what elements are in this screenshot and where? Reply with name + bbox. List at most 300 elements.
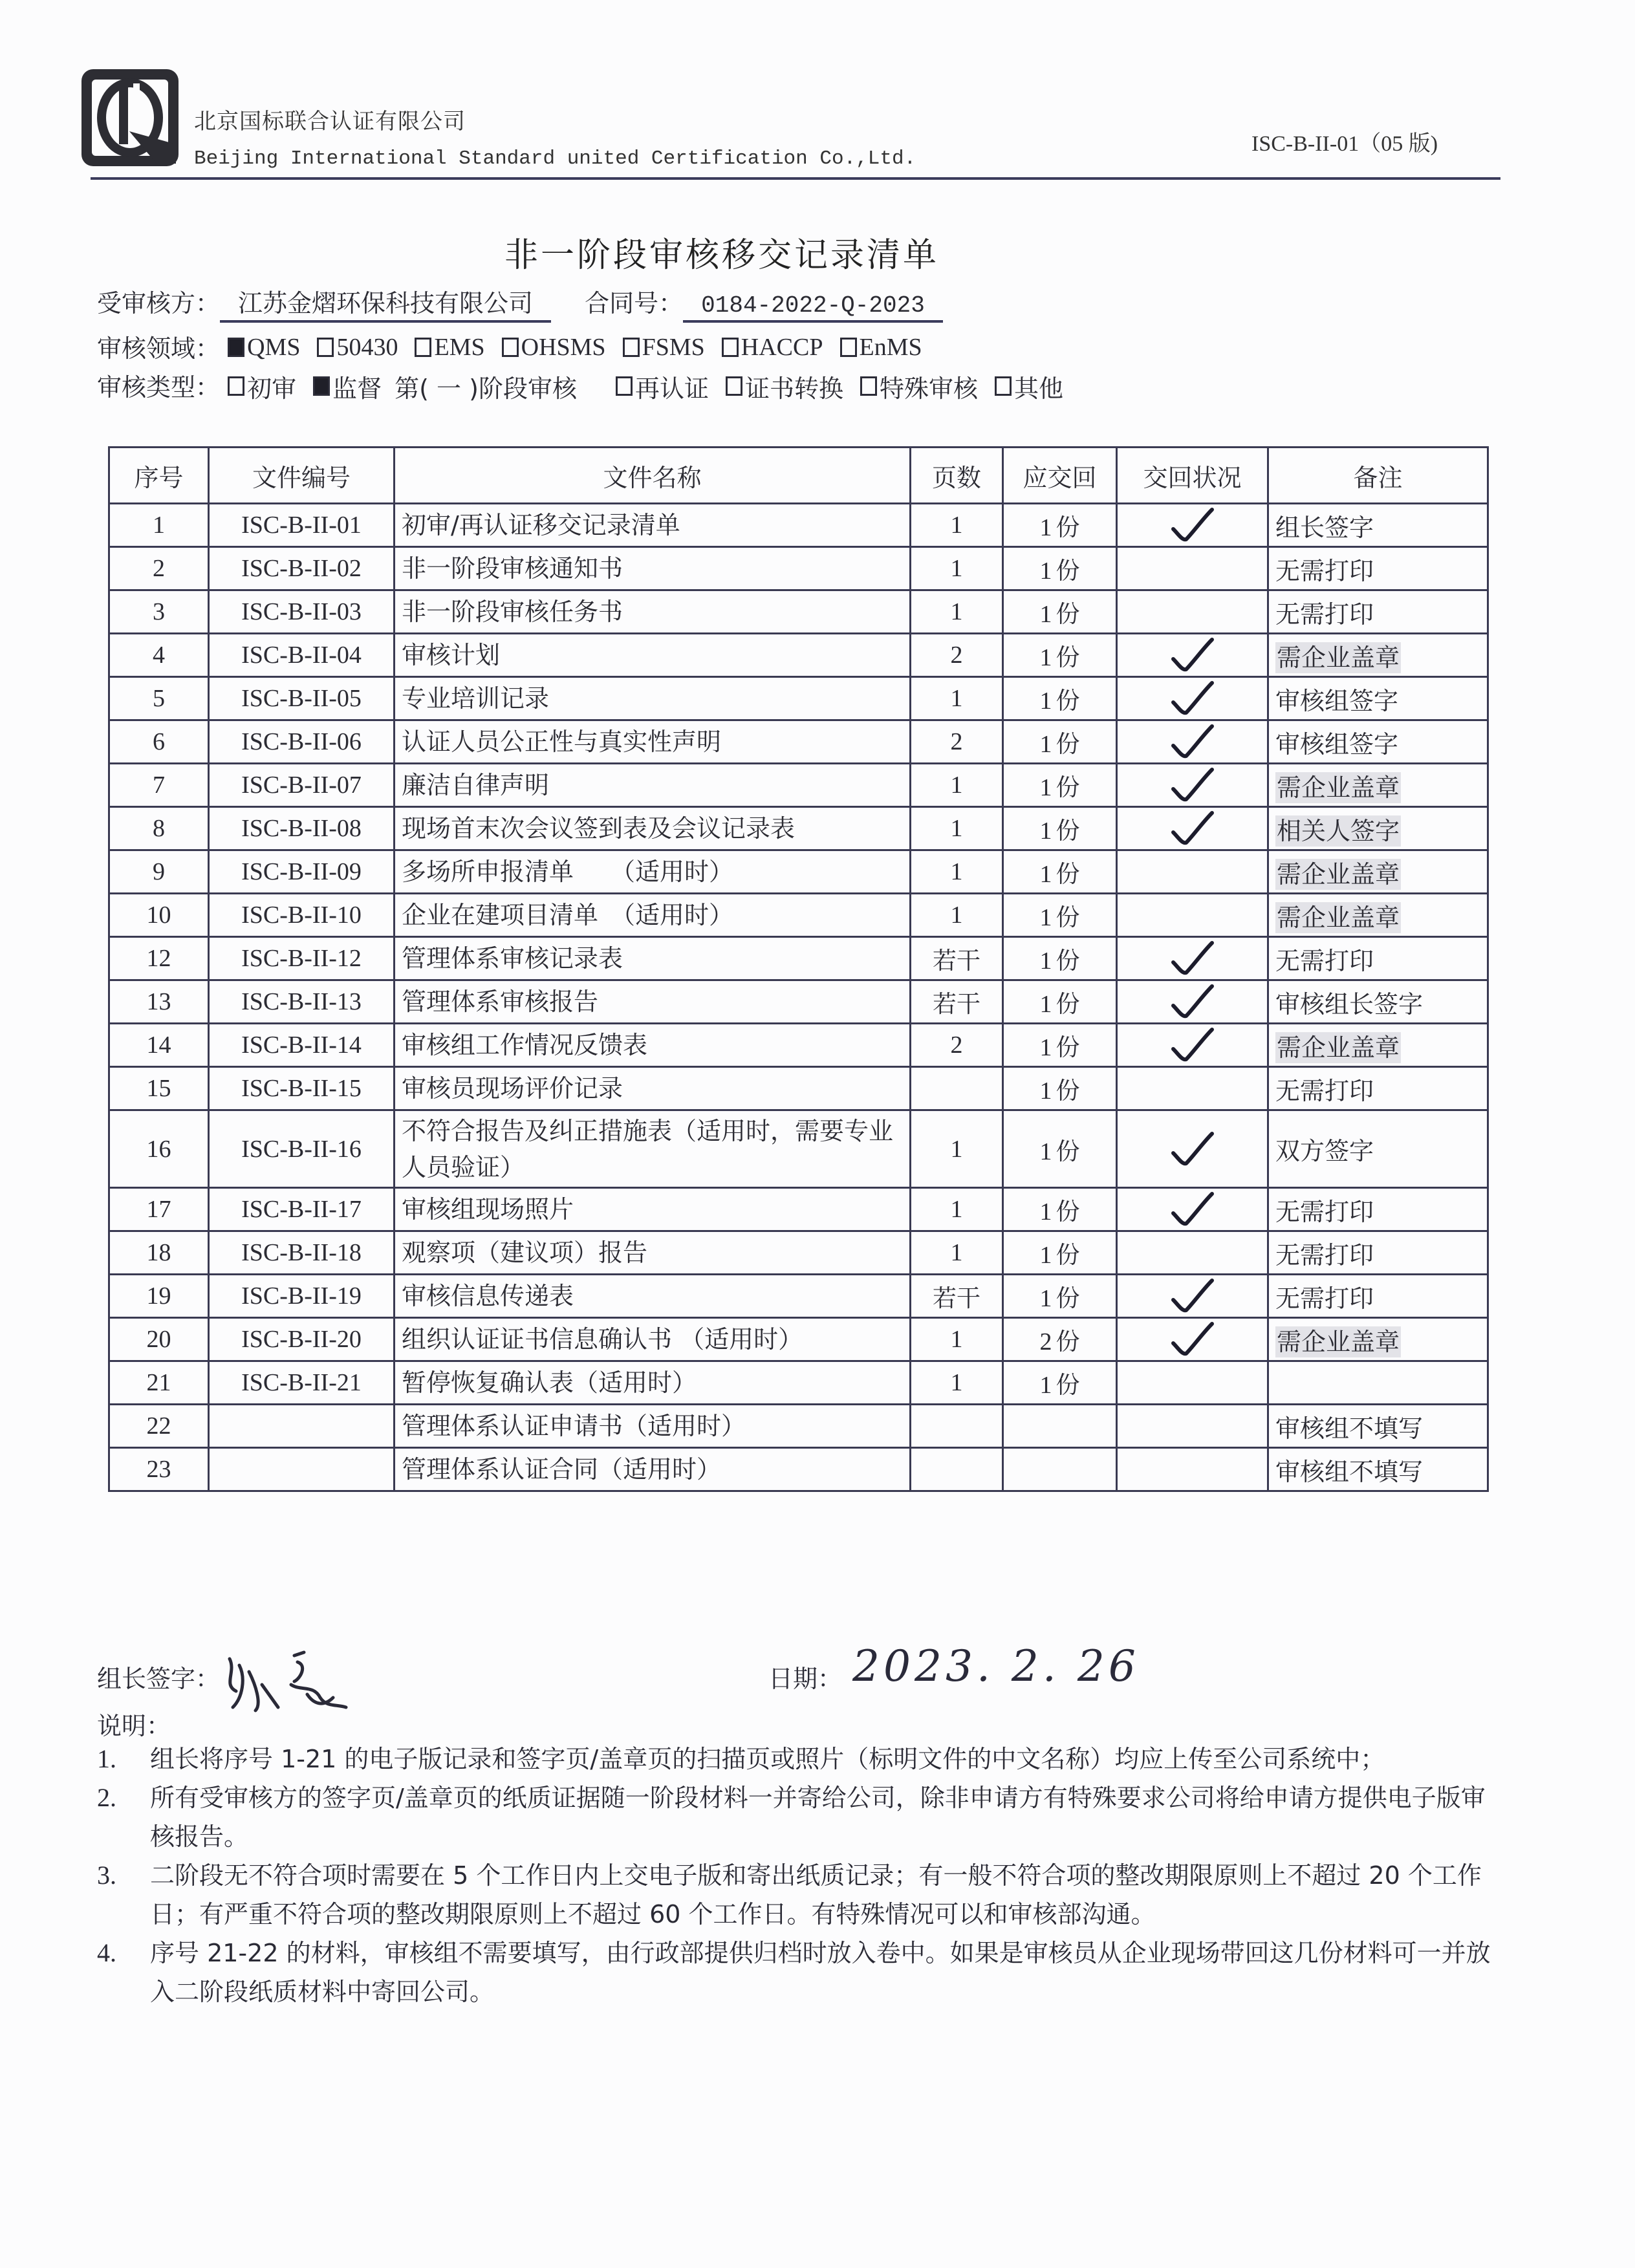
checkmark-icon (1167, 940, 1218, 977)
isc-logo-icon (79, 67, 181, 169)
cell-pages (911, 1448, 1003, 1491)
cell-remark (1268, 547, 1488, 590)
type-option[interactable] (995, 369, 1063, 404)
cell-name: 组织认证证书信息确认书 （适用时） (395, 1318, 911, 1361)
cell-name: 管理体系认证申请书（适用时） (395, 1405, 911, 1448)
checkbox-empty-icon[interactable] (623, 338, 640, 357)
table-row (109, 720, 1488, 764)
checkbox-checked-icon[interactable] (228, 338, 244, 357)
cell-name: 非一阶段审核通知书 (395, 547, 911, 590)
cell-code: ISC-B-II-04 (209, 634, 395, 677)
checkmark-icon (1167, 724, 1218, 760)
cell-remark (1268, 850, 1488, 894)
cell-remark (1268, 1275, 1488, 1318)
table-row (109, 1448, 1488, 1491)
cell-name: 管理体系认证合同（适用时） (395, 1448, 911, 1491)
table-row (109, 894, 1488, 937)
cell-remark (1268, 1188, 1488, 1231)
table-row (109, 1067, 1488, 1110)
cell-code: ISC-B-II-09 (209, 850, 395, 894)
copies-unit: 份 (1056, 947, 1080, 975)
cell-remark (1268, 634, 1488, 677)
type-option-label: 特殊审核 (879, 374, 978, 403)
table-header-row (109, 448, 1488, 504)
cell-code: ISC-B-II-17 (209, 1188, 395, 1231)
page-title: 非一阶段审核移交记录清单 (504, 236, 940, 275)
cell-remark (1268, 894, 1488, 937)
cell-name: 现场首末次会议签到表及会议记录表 (395, 807, 911, 850)
cell-remark (1268, 1110, 1488, 1188)
note-item (97, 1778, 1500, 1856)
cell-copies (1003, 1024, 1117, 1067)
remark-text: 无需打印 (1275, 599, 1374, 629)
cell-name: 管理体系审核报告 (395, 980, 911, 1024)
type-option-label: 初审 (247, 374, 297, 403)
handover-table (108, 446, 1489, 1492)
cell-copies (1003, 1067, 1117, 1110)
cell-status[interactable] (1117, 590, 1268, 634)
checkbox-empty-icon[interactable] (995, 376, 1012, 396)
cell-name: 管理体系审核记录表 (395, 937, 911, 980)
type-option-label: 监督 (332, 374, 382, 403)
copies-unit: 份 (1056, 687, 1080, 715)
checkbox-empty-icon[interactable] (722, 338, 739, 357)
cell-name: 非一阶段审核任务书 (395, 590, 911, 634)
remark-text: 需企业盖章 (1277, 903, 1400, 932)
cell-remark (1268, 1318, 1488, 1361)
contract-field[interactable]: 0184-2022-Q-2023 (683, 292, 943, 323)
copies-count: 1 (1039, 1242, 1052, 1269)
checkmark-icon (1167, 1278, 1218, 1314)
cell-name: 廉洁自律声明 (395, 764, 911, 807)
cell-pages: 1 (911, 1361, 1003, 1405)
checkmark-icon (1167, 637, 1218, 673)
cell-remark (1268, 1067, 1488, 1110)
cell-status[interactable] (1117, 504, 1268, 547)
cell-copies (1003, 1275, 1117, 1318)
cell-code: ISC-B-II-01 (209, 504, 395, 547)
cell-code (209, 1448, 395, 1491)
cell-no: 20 (109, 1318, 209, 1361)
copies-unit: 份 (1056, 557, 1080, 585)
cell-remark (1268, 1024, 1488, 1067)
cell-remark (1268, 677, 1488, 720)
copies-count: 1 (1039, 991, 1052, 1018)
copies-count: 1 (1039, 687, 1052, 715)
domain-option[interactable] (502, 333, 606, 362)
cell-pages (911, 1067, 1003, 1110)
cell-copies (1003, 937, 1117, 980)
cell-copies (1003, 590, 1117, 634)
domain-option-label: EnMS (859, 334, 922, 361)
copies-count: 2 (1039, 1328, 1052, 1355)
copies-count: 1 (1039, 774, 1052, 801)
remark-text: 无需打印 (1275, 1240, 1374, 1269)
copies-unit: 份 (1056, 773, 1080, 801)
cell-copies (1003, 1188, 1117, 1231)
domain-option-label: EMS (434, 334, 485, 361)
cell-remark (1268, 504, 1488, 547)
leader-signature (217, 1646, 359, 1717)
cell-pages: 若干 (911, 1275, 1003, 1318)
note-number: 4. (97, 1938, 116, 1967)
cell-copies (1003, 764, 1117, 807)
cell-code: ISC-B-II-20 (209, 1318, 395, 1361)
checkmark-icon (1167, 810, 1218, 847)
cell-no: 10 (109, 894, 209, 937)
copies-unit: 份 (1056, 643, 1080, 671)
remark-text: 无需打印 (1275, 946, 1374, 975)
cell-no: 17 (109, 1188, 209, 1231)
remark-text: 审核组长签字 (1275, 989, 1424, 1019)
cell-code: ISC-B-II-13 (209, 980, 395, 1024)
domain-option[interactable] (228, 333, 300, 362)
cell-copies (1003, 547, 1117, 590)
copies-count: 1 (1039, 1372, 1052, 1399)
cell-pages: 1 (911, 894, 1003, 937)
copies-unit: 份 (1056, 730, 1080, 758)
col-header-status: 交回状况 (1117, 448, 1268, 504)
domain-option[interactable] (317, 333, 398, 362)
checkbox-checked-icon[interactable] (313, 376, 330, 396)
table-row (109, 850, 1488, 894)
cell-copies (1003, 677, 1117, 720)
cell-no: 3 (109, 590, 209, 634)
domain-option[interactable] (722, 333, 823, 362)
remark-text: 需企业盖章 (1277, 1327, 1400, 1356)
cell-remark (1268, 807, 1488, 850)
note-text: 组长将序号 1-21 的电子版记录和签字页/盖章页的扫描页或照片（标明文件的中文名称）均应上传至公司系统中； (150, 1745, 1385, 1773)
cell-status[interactable] (1117, 764, 1268, 807)
cell-remark (1268, 764, 1488, 807)
cell-status[interactable] (1117, 1405, 1268, 1448)
cell-pages: 1 (911, 1318, 1003, 1361)
table-row (109, 1188, 1488, 1231)
cell-name: 多场所申报清单 （适用时） (395, 850, 911, 894)
domain-option-label: HACCP (741, 334, 823, 361)
copies-unit: 份 (1056, 1328, 1080, 1355)
table-row (109, 504, 1488, 547)
copies-count: 1 (1039, 817, 1052, 845)
type-option-label: 再认证 (634, 374, 709, 403)
cell-code: ISC-B-II-03 (209, 590, 395, 634)
cell-pages: 2 (911, 720, 1003, 764)
copies-unit: 份 (1056, 600, 1080, 628)
remark-text: 双方签字 (1275, 1137, 1374, 1165)
cell-pages: 若干 (911, 980, 1003, 1024)
domain-option[interactable] (623, 333, 705, 362)
cell-code: ISC-B-II-14 (209, 1024, 395, 1067)
cell-code: ISC-B-II-16 (209, 1110, 395, 1188)
cell-no: 18 (109, 1231, 209, 1275)
cell-status[interactable] (1117, 1067, 1268, 1110)
remark-text: 需企业盖章 (1277, 773, 1400, 802)
cell-status[interactable] (1117, 807, 1268, 850)
cell-pages: 1 (911, 547, 1003, 590)
cell-copies (1003, 894, 1117, 937)
cell-pages: 1 (911, 1231, 1003, 1275)
copies-unit: 份 (1056, 1033, 1080, 1061)
cell-code: ISC-B-II-21 (209, 1361, 395, 1405)
domain-option-label: 50430 (336, 334, 398, 361)
remark-text: 需企业盖章 (1277, 859, 1400, 889)
notes-list (97, 1740, 1500, 2011)
type-option[interactable] (228, 369, 296, 404)
cell-no: 6 (109, 720, 209, 764)
cell-no: 13 (109, 980, 209, 1024)
table-row (109, 1275, 1488, 1318)
note-item (97, 1934, 1500, 2011)
cell-status[interactable] (1117, 720, 1268, 764)
cell-status[interactable] (1117, 677, 1268, 720)
domain-option[interactable] (415, 333, 484, 362)
copies-unit: 份 (1056, 1284, 1080, 1312)
cell-status[interactable] (1117, 1448, 1268, 1491)
note-text: 二阶段无不符合项时需要在 5 个工作日内上交电子版和寄出纸质记录；有一般不符合项的整改期限原则上不超过 20 个工作日；有严重不符合项的整改期限原则上不超过 60 个工作日。有特殊情况可以和审核部沟通。 (150, 1861, 1482, 1928)
cell-remark (1268, 1405, 1488, 1448)
cell-copies (1003, 1361, 1117, 1405)
cell-copies (1003, 504, 1117, 547)
type-label: 审核类型： (97, 373, 221, 402)
cell-pages: 1 (911, 590, 1003, 634)
cell-status[interactable] (1117, 634, 1268, 677)
remark-text: 审核组不填写 (1275, 1457, 1424, 1486)
cell-pages: 1 (911, 807, 1003, 850)
table-row (109, 634, 1488, 677)
checkbox-empty-icon[interactable] (616, 376, 633, 396)
cell-status[interactable] (1117, 850, 1268, 894)
checkbox-empty-icon[interactable] (502, 338, 519, 357)
note-text: 序号 21-22 的材料，审核组不需要填写，由行政部提供归档时放入卷中。如果是审核员从企业现场带回这几份材料可一并放入二阶段纸质材料中寄回公司。 (150, 1939, 1491, 2006)
table-row (109, 1318, 1488, 1361)
company-name-en: Beijing International Standard united Certification Co.,Ltd. (194, 147, 916, 170)
copies-count: 1 (1039, 904, 1052, 931)
checkmark-icon (1167, 984, 1218, 1020)
table-row (109, 547, 1488, 590)
date-label: 日期： (768, 1665, 843, 1693)
table-row (109, 937, 1488, 980)
copies-count: 1 (1039, 1077, 1052, 1105)
remark-text: 审核组签字 (1275, 686, 1399, 715)
leader-sign-label: 组长签字： (97, 1665, 221, 1693)
cell-name: 审核组现场照片 (395, 1188, 911, 1231)
audit-domain-row (97, 329, 939, 364)
checkbox-empty-icon[interactable] (726, 376, 742, 396)
remark-text: 审核组签字 (1275, 729, 1399, 759)
cell-code: ISC-B-II-02 (209, 547, 395, 590)
remark-text: 相关人签字 (1277, 816, 1400, 845)
col-header-name: 文件名称 (395, 448, 911, 504)
cell-status[interactable] (1117, 1188, 1268, 1231)
cell-no: 15 (109, 1067, 209, 1110)
cell-remark (1268, 720, 1488, 764)
cell-code: ISC-B-II-07 (209, 764, 395, 807)
type-option[interactable] (313, 369, 577, 404)
cell-status[interactable] (1117, 937, 1268, 980)
col-header-pages: 页数 (911, 448, 1003, 504)
cell-copies (1003, 1405, 1117, 1448)
remark-text: 审核组不填写 (1275, 1414, 1424, 1443)
cell-pages: 1 (911, 764, 1003, 807)
cell-remark (1268, 980, 1488, 1024)
checkmark-icon (1167, 1191, 1218, 1227)
cell-pages: 1 (911, 1110, 1003, 1188)
copies-unit: 份 (1056, 1137, 1080, 1165)
copies-count: 1 (1039, 514, 1052, 541)
cell-status[interactable] (1117, 1318, 1268, 1361)
copies-count: 1 (1039, 1285, 1052, 1312)
cell-name: 认证人员公正性与真实性声明 (395, 720, 911, 764)
checkmark-icon (1167, 767, 1218, 803)
copies-count: 1 (1039, 601, 1052, 628)
cell-code: ISC-B-II-19 (209, 1275, 395, 1318)
type-option-suffix: 第( 一 )阶段审核 (395, 374, 577, 403)
cell-remark (1268, 1361, 1488, 1405)
cell-status[interactable] (1117, 1110, 1268, 1188)
copies-unit: 份 (1056, 1198, 1080, 1226)
cell-code: ISC-B-II-08 (209, 807, 395, 850)
cell-no: 19 (109, 1275, 209, 1318)
cell-no: 12 (109, 937, 209, 980)
remark-text: 需企业盖章 (1277, 1033, 1400, 1062)
cell-status[interactable] (1117, 1361, 1268, 1405)
copies-count: 1 (1039, 1138, 1052, 1165)
note-number: 2. (97, 1783, 116, 1812)
note-item (97, 1856, 1500, 1934)
checkbox-empty-icon[interactable] (860, 376, 877, 396)
table-row (109, 764, 1488, 807)
checkbox-empty-icon[interactable] (415, 338, 431, 357)
type-option-label: 证书转换 (744, 374, 843, 403)
remark-text: 无需打印 (1275, 1197, 1374, 1226)
header-divider (91, 177, 1500, 180)
cell-remark (1268, 937, 1488, 980)
cell-code: ISC-B-II-18 (209, 1231, 395, 1275)
cell-no: 2 (109, 547, 209, 590)
cell-code: ISC-B-II-15 (209, 1067, 395, 1110)
cell-name: 审核员现场评价记录 (395, 1067, 911, 1110)
type-option[interactable] (726, 369, 843, 404)
copies-count: 1 (1039, 861, 1052, 888)
note-text: 所有受审核方的签字页/盖章页的纸质证据随一阶段材料一并寄给公司，除非申请方有特殊要求公司将给申请方提供电子版审核报告。 (150, 1784, 1486, 1851)
domain-option[interactable] (840, 333, 922, 362)
cell-name: 专业培训记录 (395, 677, 911, 720)
cell-pages: 2 (911, 634, 1003, 677)
copies-count: 1 (1039, 644, 1052, 671)
cell-copies (1003, 1231, 1117, 1275)
cell-code: ISC-B-II-10 (209, 894, 395, 937)
checkbox-empty-icon[interactable] (317, 338, 334, 357)
table-row (109, 807, 1488, 850)
document-code: ISC-B-II-01（05 版) (1251, 132, 1438, 156)
cell-no: 9 (109, 850, 209, 894)
checkmark-icon (1167, 1321, 1218, 1357)
col-header-remark: 备注 (1268, 448, 1488, 504)
table-row (109, 677, 1488, 720)
cell-remark (1268, 1448, 1488, 1491)
cell-pages: 1 (911, 850, 1003, 894)
copies-unit: 份 (1056, 513, 1080, 541)
table-row (109, 1110, 1488, 1188)
domain-option-label: OHSMS (521, 334, 606, 361)
copies-count: 1 (1039, 731, 1052, 758)
cell-code (209, 1405, 395, 1448)
cell-name: 企业在建项目清单 （适用时） (395, 894, 911, 937)
copies-unit: 份 (1056, 1241, 1080, 1269)
cell-pages: 1 (911, 1188, 1003, 1231)
cell-copies (1003, 980, 1117, 1024)
cell-code: ISC-B-II-05 (209, 677, 395, 720)
cell-pages: 2 (911, 1024, 1003, 1067)
checkmark-icon (1167, 680, 1218, 717)
checkbox-empty-icon[interactable] (228, 376, 244, 396)
note-number: 1. (97, 1744, 116, 1773)
cell-copies (1003, 1448, 1117, 1491)
col-header-copies: 应交回 (1003, 448, 1117, 504)
copies-unit: 份 (1056, 1371, 1080, 1399)
table-row (109, 1361, 1488, 1405)
col-header-code: 文件编号 (209, 448, 395, 504)
cell-pages: 1 (911, 504, 1003, 547)
copies-unit: 份 (1056, 860, 1080, 888)
cell-name: 审核信息传递表 (395, 1275, 911, 1318)
cell-status[interactable] (1117, 1231, 1268, 1275)
copies-unit: 份 (1056, 1077, 1080, 1105)
cell-status[interactable] (1117, 547, 1268, 590)
cell-no: 5 (109, 677, 209, 720)
cell-copies (1003, 634, 1117, 677)
table-row (109, 980, 1488, 1024)
col-header-no: 序号 (109, 448, 209, 504)
table-row (109, 590, 1488, 634)
copies-unit: 份 (1056, 903, 1080, 931)
auditee-field[interactable]: 江苏金熠环保科技有限公司 (220, 283, 551, 323)
checkmark-icon (1167, 507, 1218, 543)
cell-status[interactable] (1117, 1275, 1268, 1318)
contract-label: 合同号： (585, 289, 684, 318)
cell-copies (1003, 720, 1117, 764)
cell-no: 22 (109, 1405, 209, 1448)
checkmark-icon (1167, 1131, 1218, 1167)
cell-copies (1003, 850, 1117, 894)
cell-code: ISC-B-II-12 (209, 937, 395, 980)
remark-text: 组长签字 (1275, 513, 1374, 542)
type-option[interactable] (616, 369, 709, 404)
cell-no: 1 (109, 504, 209, 547)
type-option[interactable] (860, 369, 978, 404)
cell-name: 观察项（建议项）报告 (395, 1231, 911, 1275)
cell-copies (1003, 1318, 1117, 1361)
remark-text: 无需打印 (1275, 1076, 1374, 1105)
cell-status[interactable] (1117, 894, 1268, 937)
cell-name: 不符合报告及纠正措施表（适用时，需要专业人员验证） (395, 1110, 911, 1188)
cell-name: 暂停恢复确认表（适用时） (395, 1361, 911, 1405)
cell-copies (1003, 1110, 1117, 1188)
checkbox-empty-icon[interactable] (840, 338, 857, 357)
cell-remark (1268, 1231, 1488, 1275)
copies-unit: 份 (1056, 817, 1080, 845)
remark-text: 无需打印 (1275, 1284, 1374, 1313)
audit-type-row (97, 367, 1080, 404)
copies-count: 1 (1039, 947, 1052, 975)
cell-status[interactable] (1117, 980, 1268, 1024)
note-item (97, 1740, 1500, 1778)
remark-text: 无需打印 (1275, 556, 1374, 585)
copies-count: 1 (1039, 1034, 1052, 1061)
cell-remark (1268, 590, 1488, 634)
cell-pages: 1 (911, 677, 1003, 720)
cell-status[interactable] (1117, 1024, 1268, 1067)
